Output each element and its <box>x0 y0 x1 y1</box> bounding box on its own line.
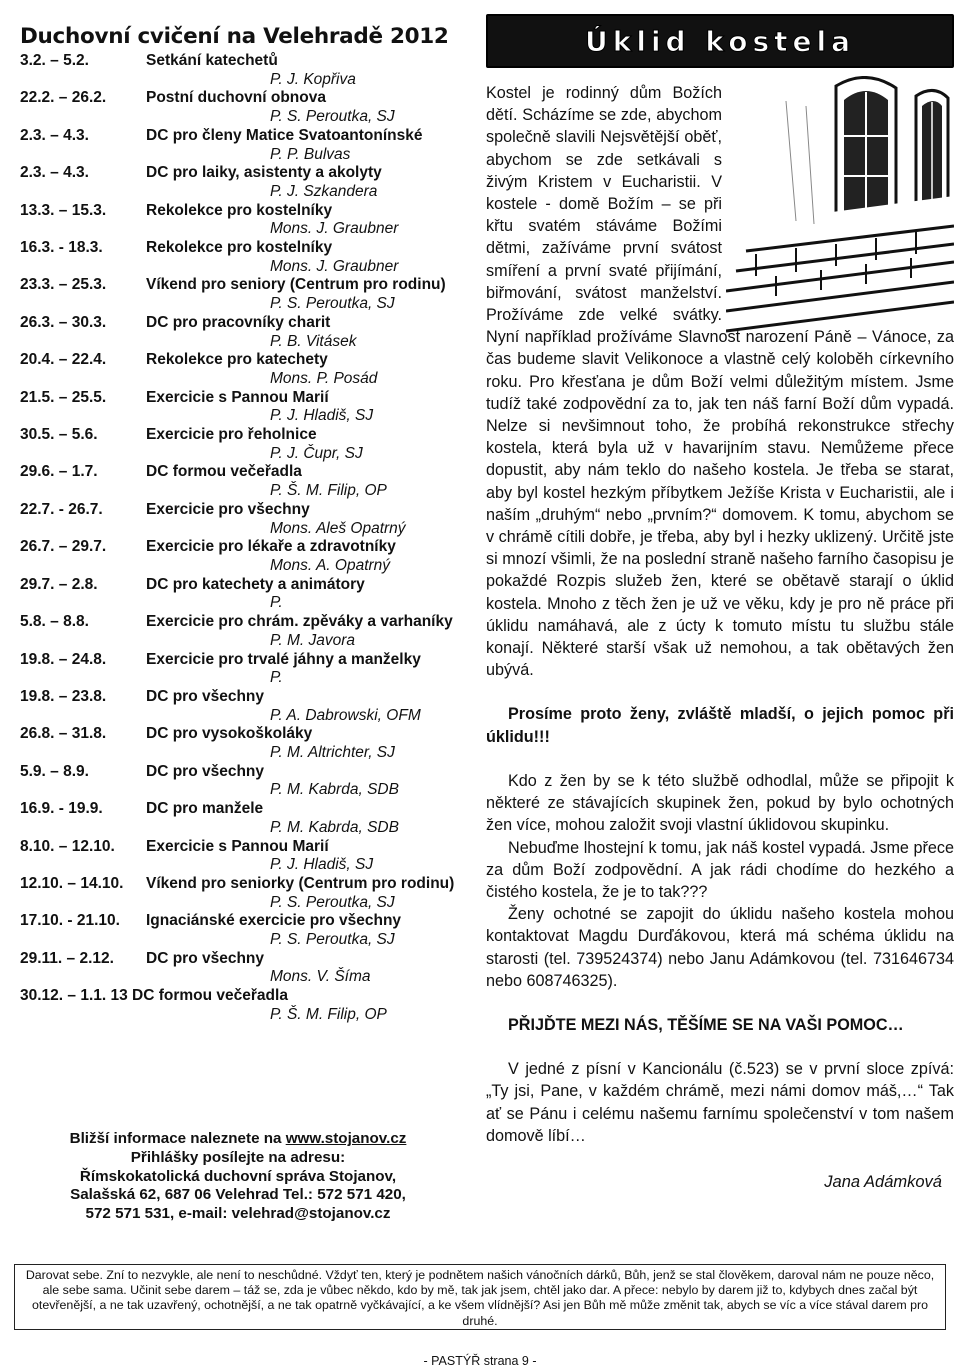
event-leader: P. Š. M. Filip, OP <box>270 1005 387 1023</box>
event-leader: P. J. Kopřiva <box>270 70 356 88</box>
event-item <box>20 987 468 1024</box>
event-item <box>20 463 468 500</box>
event-item <box>20 52 468 89</box>
article-column <box>486 14 954 1192</box>
event-name: DC formou večeřadla <box>146 463 302 481</box>
article-banner <box>486 14 954 68</box>
event-leader: P. J. Hladiš, SJ <box>270 856 374 874</box>
event-leader: P. <box>270 669 283 687</box>
event-name: DC pro všechny <box>146 949 265 967</box>
event-item <box>20 576 468 613</box>
event-name: Rekolekce pro kostelníky <box>146 239 333 257</box>
event-name: DC pro pracovníky charit <box>146 313 331 331</box>
reflection-text: Darovat sebe. Zní to nezvykle, ale není to neschůdné. Vždyť ten, který je podnětem našich vánočních dárků, Bůh, jenž se stal člověkem, daroval nám ne pouze něco, ale sebe sama. Učinit sebe darem – táž se, zda je vůbec někdo, kdo by mě, tak jak jsem, chtěl jako dar. A přece: nebylo by darem již to, kdybych dnes začal být otevřenější, a ne tak uzavřený, ochotnější, a ne tak opatrně vyčkávající, a ke všem vlídnější? Asi jen Bůh mě může změnit tak, abych se víc a více stával darem pro druhé. <box>25 1268 935 1328</box>
event-leader: Mons. J. Graubner <box>270 220 399 238</box>
event-leader: Mons. P. Posád <box>270 369 378 387</box>
event-item <box>20 426 468 463</box>
event-name: Exercicie s Pannou Marií <box>146 388 329 406</box>
event-name: Rekolekce pro katechety <box>146 351 328 369</box>
event-item <box>20 314 468 351</box>
event-name: DC pro laiky, asistenty a akolyty <box>146 164 382 182</box>
event-date: 12.10. – 14.10. <box>20 874 124 892</box>
event-item <box>20 950 468 987</box>
schedule-title: Duchovní cvičení na Velehradě 2012 <box>20 24 449 49</box>
event-leader: P. S. Peroutka, SJ <box>270 893 395 911</box>
contact-line-2: Přihlášky posílejte na adresu: <box>130 1148 346 1166</box>
page-number: - PASTÝŘ strana 9 - <box>423 1354 537 1367</box>
event-name: 30.12. – 1.1. 13 DC formou večeřadla <box>20 987 288 1005</box>
event-date: 30.5. – 5.6. <box>20 426 98 444</box>
event-name: Víkend pro seniorky (Centrum pro rodinu) <box>146 874 455 892</box>
event-date: 3.2. – 5.2. <box>20 52 89 69</box>
event-date: 16.9. - 19.9. <box>20 800 103 818</box>
event-leader: Mons. Aleš Opatrný <box>270 519 406 537</box>
event-date: 8.10. – 12.10. <box>20 837 115 855</box>
event-date: 5.9. – 8.9. <box>20 762 89 780</box>
event-date: 2.3. – 4.3. <box>20 164 89 182</box>
event-item <box>20 276 468 313</box>
event-name: DC pro všechny <box>146 687 265 705</box>
article-title: Úklid kostela <box>585 24 855 58</box>
event-leader: P. J. Hladiš, SJ <box>270 407 374 425</box>
event-date: 29.6. – 1.7. <box>20 463 98 481</box>
event-item <box>20 838 468 875</box>
event-leader: P. S. Peroutka, SJ <box>270 931 395 949</box>
event-name: Rekolekce pro kostelníky <box>146 201 333 219</box>
event-leader: Mons. V. Šíma <box>270 968 371 986</box>
event-name: Exercicie pro všechny <box>146 500 310 518</box>
event-item <box>20 875 468 912</box>
paragraph-join: Kdo z žen by se k této službě odhodlal, může se připojit k některé ze stávajících skupinek žen, pokud by bylo ochotných žen více, mohou založit svoji vlastní úklidovou skupinku. <box>486 771 954 835</box>
event-item <box>20 912 468 949</box>
event-item <box>20 89 468 126</box>
event-date: 21.5. – 25.5. <box>20 388 107 406</box>
event-name: DC pro členy Matice Svatoantonínské <box>146 126 423 144</box>
reflection-box <box>14 1264 946 1330</box>
event-leader: P. P. Bulvas <box>270 145 351 163</box>
event-leader: P. S. Peroutka, SJ <box>270 108 395 126</box>
event-name: Exercicie pro trvalé jáhny a manželky <box>146 650 421 668</box>
event-date: 23.3. – 25.3. <box>20 276 107 294</box>
event-name: Exercicie pro chrám. zpěváky a varhaníky <box>146 613 453 631</box>
paragraph-hymn: V jedné z písní v Kancionálu (č.523) se v první sloce zpívá: „Ty jsi, Pane, v každém chrámě, mezi námi domov máš,…“ Tak ať se Pánu i celému našemu farnímu společenství v tom našem domově líbí… <box>486 1060 954 1145</box>
article-intro <box>486 82 954 681</box>
author-signature: Jana Adámková <box>824 1172 942 1191</box>
event-leader: P. Š. M. Filip, OP <box>270 482 387 500</box>
event-name: DC pro katechety a animátory <box>146 575 365 593</box>
event-date: 17.10. - 21.10. <box>20 912 120 930</box>
event-name: Exercicie pro řeholnice <box>146 426 317 444</box>
intro-text: Kostel je rodinný dům Božích dětí. Scházíme se zde, abychom společně slavili Nejsvětější oběť, abychom se zde setkávali s živým Kristem v Eucharistii. V kostele - domě Božím – se při křtu svatém stáváme Božími dětmi, zažíváme první svátost smíření a první svaté přijímání, biřmování, svátost manželství. Prožíváme zde velké svátky. Nyní například prožíváme Slavnost narození Páně – Vánoce, za čas budeme slavit Velikonoce a vlastně celý koloběh církevního roku. Pro křesťana je dům Boží velmi důležitým místem. Jsme tudíž také zodpovědní za to, jak ten náš farní Boží dům vypadá. Nelze si nevšimnout toho, že probíhá rekonstrukce střechy kostela, která byla už v havarijním stavu. Nemůžeme přece dopustit, aby nám teklo do našeho kostela. Je třeba se starat, aby byl kostel hezkým příbytkem Ježíše Krista v Eucharistii, ale i naším „druhým“ nebo „prvním?“ domovem. K tomu, abychom se v chrámě cítili dobře, je třeba, aby byl i hezky uklizený. Určitě jste si mnozí všimli, že na poslední straně našeho farního časopisu je pokaždé Rozpis služeb žen, které se obětavě starají o úklid kostela. Mnoho z těch žen je už ve věku, kdy je pro ně práce při úklidu namáhavá, ale z úcty k tomuto místu tu službu stále konají. Některé starší však už nemohou, a tak obětavých žen ubývá. <box>486 84 954 680</box>
event-item <box>20 651 468 688</box>
event-name: Exercicie s Pannou Marií <box>146 837 329 855</box>
event-name: DC pro všechny <box>146 762 265 780</box>
event-date: 22.7. - 26.7. <box>20 500 103 518</box>
paragraph-contact: Ženy ochotné se zapojit do úklidu našeho kostela mohou kontaktovat Magdu Durďákovou, která má schéma úklidu na starosti (tel. 739524374) nebo Janu Adámkovou (tel. 731646734 nebo 608746325). <box>486 905 954 990</box>
event-item <box>20 725 468 762</box>
event-item <box>20 127 468 164</box>
event-item <box>20 800 468 837</box>
event-date: 26.8. – 31.8. <box>20 725 107 743</box>
event-name: Setkání katechetů <box>146 52 278 69</box>
event-item <box>20 613 468 650</box>
event-leader: P. M. Kabrda, SDB <box>270 781 399 799</box>
event-item <box>20 763 468 800</box>
event-item <box>20 538 468 575</box>
event-name: DC pro manžele <box>146 800 264 818</box>
event-item <box>20 351 468 388</box>
event-name: Postní duchovní obnova <box>146 89 326 107</box>
event-date: 20.4. – 22.4. <box>20 351 107 369</box>
event-list <box>20 52 468 1025</box>
event-date: 26.3. – 30.3. <box>20 313 107 331</box>
event-date: 19.8. – 23.8. <box>20 687 107 705</box>
event-date: 13.3. – 15.3. <box>20 201 107 219</box>
event-leader: P. M. Altrichter, SJ <box>270 744 395 762</box>
event-date: 5.8. – 8.8. <box>20 613 89 631</box>
event-leader: P. <box>270 594 283 612</box>
contact-info <box>28 1130 448 1224</box>
event-leader: P. J. Čupr, SJ <box>270 444 363 462</box>
event-leader: Mons. J. Graubner <box>270 257 399 275</box>
event-item <box>20 688 468 725</box>
event-leader: P. M. Kabrda, SDB <box>270 818 399 836</box>
event-item <box>20 202 468 239</box>
event-date: 16.3. - 18.3. <box>20 239 103 257</box>
event-date: 29.7. – 2.8. <box>20 575 98 593</box>
event-date: 19.8. – 24.8. <box>20 650 107 668</box>
event-leader: P. J. Szkandera <box>270 182 378 200</box>
event-name: Ignaciánské exercicie pro všechny <box>146 912 402 930</box>
paragraph-responsibility: Nebuďme lhostejní k tomu, jak náš kostel vypadá. Jsme přece za dům Boží zodpovědní. A jak rádi chodíme do hezkého a čistého kostela, že je to tak??? <box>486 838 954 901</box>
contact-line-3: Římskokatolická duchovní správa Stojanov, <box>79 1167 397 1185</box>
event-item <box>20 501 468 538</box>
contact-info-text: Bližší informace naleznete na <box>69 1130 286 1147</box>
event-date: 29.11. – 2.12. <box>20 949 114 967</box>
event-leader: P. M. Javora <box>270 631 356 649</box>
event-date: 22.2. – 26.2. <box>20 89 107 107</box>
event-name: Exercicie pro lékaře a zdravotníky <box>146 538 396 556</box>
contact-line-5: 572 571 531, e-mail: velehrad@stojanov.cz <box>85 1205 391 1223</box>
event-item <box>20 239 468 276</box>
event-name: Víkend pro seniory (Centrum pro rodinu) <box>146 276 446 294</box>
appeal-text: Prosíme proto ženy, zvláště mladší, o jejich pomoc při úklidu!!! <box>486 705 954 746</box>
contact-line-4: Salašská 62, 687 06 Velehrad Tel.: 572 571 420, <box>70 1186 406 1204</box>
event-item <box>20 164 468 201</box>
event-date: 26.7. – 29.7. <box>20 538 107 556</box>
event-leader: P. S. Peroutka, SJ <box>270 295 395 313</box>
event-name: DC pro vysokoškoláky <box>146 725 313 743</box>
event-date: 2.3. – 4.3. <box>20 126 89 144</box>
call-to-action: PŘIJĎTE MEZI NÁS, TĚŠÍME SE NA VAŠI POMOC… <box>508 1015 904 1034</box>
event-leader: P. A. Dabrowski, OFM <box>270 706 421 724</box>
event-leader: Mons. A. Opatrný <box>270 556 391 574</box>
event-leader: P. B. Vitásek <box>270 332 357 350</box>
schedule-column <box>20 22 468 1025</box>
website-link[interactable]: www.stojanov.cz <box>285 1130 407 1147</box>
event-item <box>20 389 468 426</box>
